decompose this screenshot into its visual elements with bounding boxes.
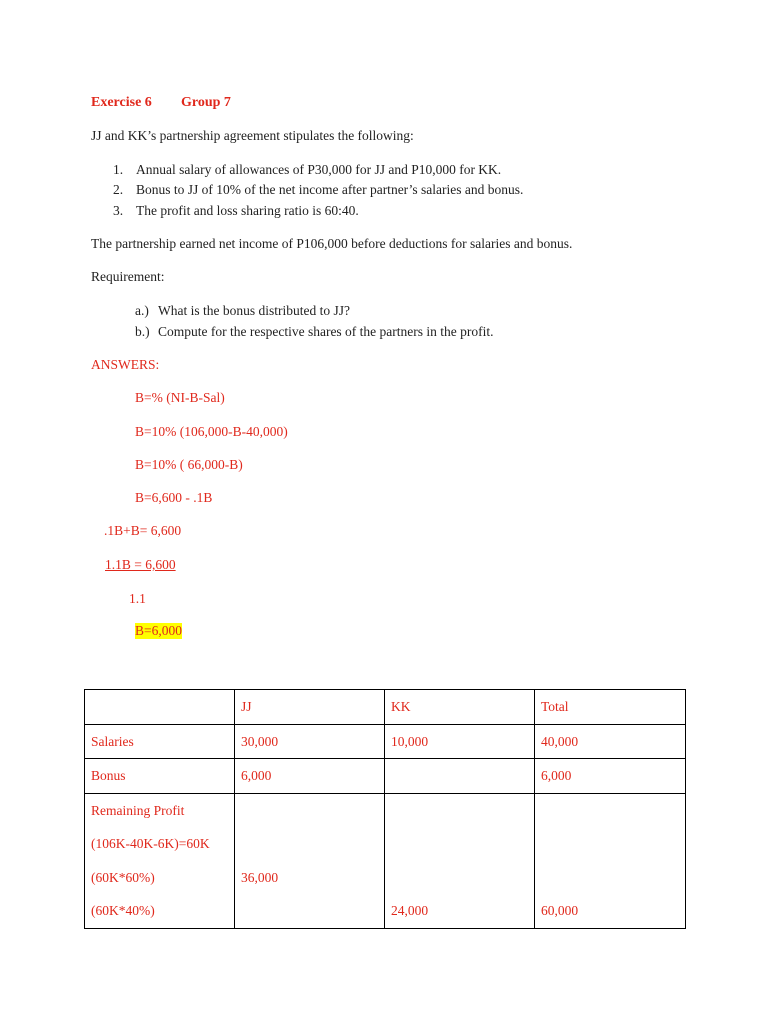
table-row [85,724,686,759]
table-cell: 24,000 [385,793,535,928]
table-cell: 6,000 [535,759,686,794]
requirement-label: Requirement: [91,269,165,284]
table-cell: 30,000 [235,724,385,759]
table-cell: 60,000 [535,793,686,928]
working-step: B=% (NI-B-Sal) [135,390,225,405]
table-header-cell: JJ [235,690,385,725]
table-cell: Remaining Profit (106K-40K-6K)=60K (60K*60%) (60K*40%) [85,793,235,928]
bonus-result: B=6,000 [135,623,182,638]
list-item: Compute for the respective shares of the partners in the profit. [158,324,494,339]
working-step-denominator: 1.1 [129,591,146,606]
working-step-numerator: 1.1B = 6,600 [105,557,176,572]
table-cell: 6,000 [235,759,385,794]
table-header-cell [85,690,235,725]
list-number: a.) [135,303,149,318]
profit-sharing-table [84,689,686,929]
answers-label: ANSWERS: [91,357,160,372]
working-step: B=10% (106,000-B-40,000) [135,424,288,439]
table-row [85,759,686,794]
list-item: What is the bonus distributed to JJ? [158,303,350,318]
table-cell: Salaries [85,724,235,759]
table-header-cell: KK [385,690,535,725]
exercise-title: Exercise 6 [91,95,152,110]
table-row [85,793,686,928]
table-cell: Bonus [85,759,235,794]
list-number: 3. [113,203,124,218]
table-header-cell: Total [535,690,686,725]
list-item: Bonus to JJ of 10% of the net income after partner’s salaries and bonus. [136,182,524,197]
working-step: B=10% ( 66,000-B) [135,457,243,472]
list-number: b.) [135,324,150,339]
table-cell: 10,000 [385,724,535,759]
list-number: 2. [113,182,124,197]
list-item: The profit and loss sharing ratio is 60:40. [136,203,359,218]
table-cell: 40,000 [535,724,686,759]
working-step: .1B+B= 6,600 [104,523,182,538]
table-cell: 36,000 [235,793,385,928]
table-cell [385,759,535,794]
working-step: B=6,600 - .1B [135,490,213,505]
list-number: 1. [113,162,124,177]
group-title: Group 7 [181,95,231,110]
intro-text: JJ and KK’s partnership agreement stipulates the following: [91,128,414,143]
list-item: Annual salary of allowances of P30,000 for JJ and P10,000 for KK. [136,162,502,177]
statement-text: The partnership earned net income of P106,000 before deductions for salaries and bonus. [91,236,573,251]
table-header-row [85,690,686,725]
